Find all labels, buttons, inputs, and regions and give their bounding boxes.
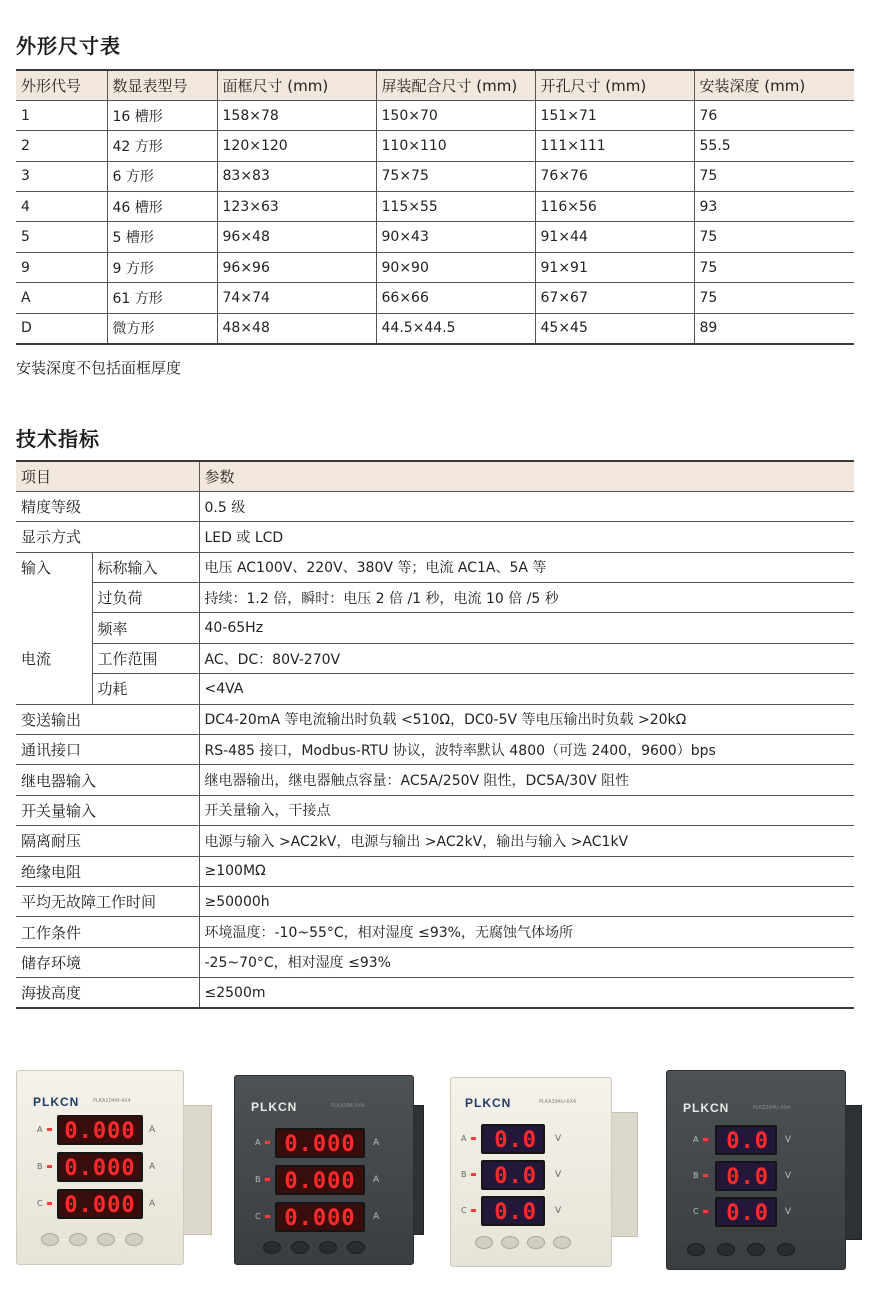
left-button[interactable]: [69, 1233, 87, 1246]
phase-label: C: [37, 1199, 43, 1208]
table-row: [16, 613, 854, 643]
enter-button[interactable]: [347, 1241, 365, 1254]
table-row: [16, 252, 854, 282]
spec-label: 继电器输入: [16, 765, 199, 795]
unit-label: V: [785, 1135, 792, 1145]
table-cell: 91×44: [535, 222, 694, 252]
table-row: [16, 131, 854, 161]
unit-label: V: [555, 1134, 562, 1144]
table-row: [16, 765, 854, 795]
table-cell: 93: [694, 192, 854, 222]
table-cell: 116×56: [535, 192, 694, 222]
phase-label: A: [693, 1135, 699, 1144]
spec-value: DC4-20mA 等电流输出时负载 <510Ω，DC0-5V 等电压输出时负载 >20kΩ: [199, 704, 854, 734]
brand-logo: PLKCN: [465, 1096, 512, 1110]
model-label: PLKA394U-6X4: [539, 1099, 577, 1105]
table-cell: 89: [694, 313, 854, 343]
table-cell: 151×71: [535, 100, 694, 130]
indicator-led: [471, 1209, 476, 1212]
left-button[interactable]: [717, 1243, 735, 1256]
table-cell: 1: [16, 100, 107, 130]
table-cell: 3: [16, 161, 107, 191]
table-row: [16, 947, 854, 977]
spec-value: -25~70°C，相对湿度 ≤93%: [199, 947, 854, 977]
spec-value: 0.5 级: [199, 491, 854, 521]
table-cell: 158×78: [217, 100, 376, 130]
enter-button[interactable]: [553, 1236, 571, 1249]
table-row: [16, 222, 854, 252]
led-display: 0.000: [275, 1128, 365, 1158]
spec-group-label: 输入: [21, 559, 52, 578]
unit-label: A: [149, 1199, 156, 1209]
column-header: 数显表型号: [107, 70, 217, 100]
column-header: 安装深度 (mm): [694, 70, 854, 100]
spec-sublabel: 过负荷: [92, 583, 199, 613]
table-cell: 110×110: [376, 131, 535, 161]
column-header: 外形代号: [16, 70, 107, 100]
table-cell: 5 槽形: [107, 222, 217, 252]
table-cell: D: [16, 313, 107, 343]
spec-label: 通讯接口: [16, 735, 199, 765]
spec-value: 电压 AC100V、220V、380V 等；电流 AC1A、5A 等: [199, 552, 854, 582]
table-cell: 44.5×44.5: [376, 313, 535, 343]
meter-4: [666, 1070, 862, 1272]
table-row: [16, 643, 854, 673]
unit-label: A: [149, 1125, 156, 1135]
right-button[interactable]: [97, 1233, 115, 1246]
table-cell: 120×120: [217, 131, 376, 161]
table-row: [16, 978, 854, 1008]
spec-label: 显示方式: [16, 522, 199, 552]
table-row: [16, 583, 854, 613]
indicator-led: [471, 1173, 476, 1176]
table-cell: 66×66: [376, 283, 535, 313]
left-button[interactable]: [291, 1241, 309, 1254]
spec-sublabel: 标称输入: [92, 552, 199, 582]
table-cell: A: [16, 283, 107, 313]
table-cell: 76×76: [535, 161, 694, 191]
indicator-led: [703, 1210, 708, 1213]
table-cell: 55.5: [694, 131, 854, 161]
unit-label: V: [555, 1206, 562, 1216]
table-row: [16, 161, 854, 191]
column-header: 开孔尺寸 (mm): [535, 70, 694, 100]
unit-label: A: [373, 1175, 380, 1185]
phase-label: B: [255, 1175, 261, 1184]
model-label: PLKZ394U-9X4: [753, 1105, 791, 1111]
led-display: 0.000: [57, 1189, 143, 1219]
table-cell: 75: [694, 161, 854, 191]
table-cell: 150×70: [376, 100, 535, 130]
phase-label: A: [37, 1125, 43, 1134]
product-photos: [0, 1055, 894, 1285]
table-cell: 90×43: [376, 222, 535, 252]
menu-button[interactable]: [475, 1236, 493, 1249]
lcd-display: 0.0: [715, 1125, 777, 1155]
table-cell: 75×75: [376, 161, 535, 191]
spec-value: RS-485 接口，Modbus-RTU 协议，波特率默认 4800（可选 2400，9600）bps: [199, 735, 854, 765]
indicator-led: [265, 1178, 270, 1181]
table-cell: 45×45: [535, 313, 694, 343]
spec-value: 持续：1.2 倍，瞬时：电压 2 倍 /1 秒，电流 10 倍 /5 秒: [199, 583, 854, 613]
menu-button[interactable]: [41, 1233, 59, 1246]
spec-label: 平均无故障工作时间: [16, 886, 199, 916]
indicator-led: [265, 1141, 270, 1144]
table-row: [16, 674, 854, 704]
table-cell: 96×96: [217, 252, 376, 282]
table-row: [16, 313, 854, 343]
table-row: [16, 491, 854, 521]
table-row: [16, 192, 854, 222]
table-cell: 5: [16, 222, 107, 252]
table-cell: 75: [694, 252, 854, 282]
table-cell: 76: [694, 100, 854, 130]
phase-label: B: [461, 1170, 467, 1179]
lcd-display: 0.0: [715, 1197, 777, 1227]
spec-value: ≥100MΩ: [199, 856, 854, 886]
spec-value: 环境温度：-10~55°C，相对湿度 ≤93%，无腐蚀气体场所: [199, 917, 854, 947]
spec-label: 工作条件: [16, 917, 199, 947]
spec-label: 精度等级: [16, 491, 199, 521]
spec-value: 开关量输入，干接点: [199, 795, 854, 825]
right-button[interactable]: [527, 1236, 545, 1249]
table-row: [16, 735, 854, 765]
unit-label: A: [149, 1162, 156, 1172]
menu-button[interactable]: [687, 1243, 705, 1256]
brand-logo: PLKCN: [33, 1095, 80, 1109]
meter-face: [234, 1075, 414, 1265]
brand-logo: PLKCN: [683, 1101, 730, 1115]
indicator-led: [47, 1165, 52, 1168]
table-cell: 115×55: [376, 192, 535, 222]
phase-label: A: [461, 1134, 467, 1143]
table-cell: 75: [694, 222, 854, 252]
section-title-dimensions: 外形尺寸表: [16, 34, 121, 58]
unit-label: V: [555, 1170, 562, 1180]
indicator-led: [47, 1128, 52, 1131]
spec-value: 继电器输出，继电器触点容量：AC5A/250V 阻性，DC5A/30V 阻性: [199, 765, 854, 795]
table-row: [16, 795, 854, 825]
unit-label: A: [373, 1212, 380, 1222]
spec-label: 变送输出: [16, 704, 199, 734]
phase-label: C: [693, 1207, 699, 1216]
table-row: [16, 856, 854, 886]
spec-label: 隔离耐压: [16, 826, 199, 856]
column-header: 面框尺寸 (mm): [217, 70, 376, 100]
meter-1: [16, 1070, 212, 1270]
table-cell: 123×63: [217, 192, 376, 222]
model-label: PLKA394-9X4: [331, 1103, 365, 1109]
table-row: [16, 826, 854, 856]
table-header-row: [16, 70, 854, 100]
right-button[interactable]: [319, 1241, 337, 1254]
spec-value: ≥50000h: [199, 886, 854, 916]
spec-label: 开关量输入: [16, 795, 199, 825]
led-display: 0.000: [57, 1152, 143, 1182]
table-cell: 83×83: [217, 161, 376, 191]
table-cell: 90×90: [376, 252, 535, 282]
spec-value: 电源与输入 >AC2kV，电源与输出 >AC2kV，输出与输入 >AC1kV: [199, 826, 854, 856]
led-display: 0.000: [275, 1202, 365, 1232]
meter-face: [666, 1070, 846, 1270]
spec-value: <4VA: [199, 674, 854, 704]
table-cell: 61 方形: [107, 283, 217, 313]
table-cell: 9: [16, 252, 107, 282]
meter-2: [234, 1075, 424, 1270]
phase-label: C: [461, 1206, 467, 1215]
table-cell: 9 方形: [107, 252, 217, 282]
spec-value: AC、DC：80V-270V: [199, 643, 854, 673]
meter-face: [16, 1070, 184, 1265]
meter-3: [450, 1077, 638, 1270]
spec-value: ≤2500m: [199, 978, 854, 1008]
spec-label: 海拔高度: [16, 978, 199, 1008]
table-cell: 67×67: [535, 283, 694, 313]
phase-label: A: [255, 1138, 261, 1147]
lcd-display: 0.0: [715, 1161, 777, 1191]
unit-label: V: [785, 1171, 792, 1181]
table-cell: 4: [16, 192, 107, 222]
spec-label: 绝缘电阻: [16, 856, 199, 886]
table-row: [16, 522, 854, 552]
table-row: [16, 552, 854, 582]
enter-button[interactable]: [125, 1233, 143, 1246]
table-header-row: [16, 461, 854, 491]
specification-table: [16, 460, 854, 1009]
table-cell: 16 槽形: [107, 100, 217, 130]
unit-label: A: [373, 1138, 380, 1148]
led-display: 0.000: [275, 1165, 365, 1195]
right-button[interactable]: [747, 1243, 765, 1256]
table-row: [16, 917, 854, 947]
column-header-item: 项目: [16, 461, 199, 491]
meter-face: [450, 1077, 612, 1267]
left-button[interactable]: [501, 1236, 519, 1249]
spec-sublabel: 频率: [92, 613, 199, 643]
menu-button[interactable]: [263, 1241, 281, 1254]
table-cell: 42 方形: [107, 131, 217, 161]
unit-label: V: [785, 1207, 792, 1217]
table-cell: 91×91: [535, 252, 694, 282]
column-header: 屏装配合尺寸 (mm): [376, 70, 535, 100]
table-cell: 微方形: [107, 313, 217, 343]
indicator-led: [703, 1174, 708, 1177]
brand-logo: PLKCN: [251, 1100, 298, 1114]
table-row: [16, 283, 854, 313]
indicator-led: [703, 1138, 708, 1141]
spec-group-label: 电流: [21, 650, 52, 669]
table-cell: 2: [16, 131, 107, 161]
spec-value: LED 或 LCD: [199, 522, 854, 552]
table-cell: 46 槽形: [107, 192, 217, 222]
enter-button[interactable]: [777, 1243, 795, 1256]
spec-sublabel: 工作范围: [92, 643, 199, 673]
spec-label: 储存环境: [16, 947, 199, 977]
lcd-display: 0.0: [481, 1124, 545, 1154]
table-cell: 74×74: [217, 283, 376, 313]
dimension-table: [16, 69, 854, 345]
indicator-led: [265, 1215, 270, 1218]
indicator-led: [471, 1137, 476, 1140]
phase-label: B: [693, 1171, 699, 1180]
table-cell: 75: [694, 283, 854, 313]
section-title-specifications: 技术指标: [16, 427, 100, 451]
model-label: PLKA204M-4X4: [93, 1098, 131, 1104]
table-cell: 111×111: [535, 131, 694, 161]
table-row: [16, 886, 854, 916]
table-row: [16, 704, 854, 734]
phase-label: B: [37, 1162, 43, 1171]
lcd-display: 0.0: [481, 1196, 545, 1226]
spec-value: 40-65Hz: [199, 613, 854, 643]
phase-label: C: [255, 1212, 261, 1221]
column-header-value: 参数: [199, 461, 854, 491]
led-display: 0.000: [57, 1115, 143, 1145]
table-row: [16, 100, 854, 130]
lcd-display: 0.0: [481, 1160, 545, 1190]
indicator-led: [47, 1202, 52, 1205]
table-cell: 96×48: [217, 222, 376, 252]
table-cell: 6 方形: [107, 161, 217, 191]
spec-sublabel: 功耗: [92, 674, 199, 704]
table-footnote: 安装深度不包括面框厚度: [16, 359, 182, 377]
table-cell: 48×48: [217, 313, 376, 343]
